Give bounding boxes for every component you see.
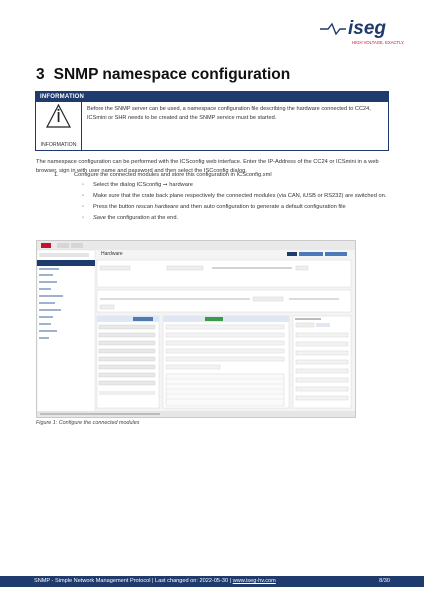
icsconfig-screenshot	[37, 241, 355, 417]
logo-tagline: HIGH VOLTAGE. EXACTLY.	[352, 40, 405, 45]
substep-text-end: the configuration at the end.	[105, 215, 179, 221]
information-header: INFORMATION	[36, 92, 388, 102]
substep-item	[82, 214, 393, 223]
substep-emphasis: Save	[93, 215, 106, 221]
figure-caption: Figure 1: Configure the connected modules	[36, 420, 140, 426]
step-text: Configure the connected modules and store this configuration in ICSconfig.xml	[74, 172, 272, 178]
page-footer	[0, 576, 424, 587]
screenshot-title: Hardware	[101, 251, 123, 257]
substep-text-end: and then auto configuration to generate a default configuration file	[178, 204, 346, 210]
circle-bullet-icon: ◦	[82, 204, 85, 210]
substep-text: Make sure that the crate back plane respectively the connected modules (via CAN, iUSB or RS232) are switched on.	[93, 193, 387, 199]
substep-text: Press the button	[93, 204, 136, 210]
circle-bullet-icon: ◦	[82, 215, 85, 221]
page-number: 8/30	[379, 578, 390, 584]
iseg-logo	[318, 14, 412, 48]
screenshot-figure	[36, 240, 356, 418]
circle-bullet-icon: ◦	[82, 182, 85, 188]
substep-item	[82, 192, 393, 201]
information-icon-label: INFORMATION	[40, 142, 77, 148]
footer-website-link[interactable]: www.iseg-hv.com	[232, 578, 276, 584]
footer-text-group	[34, 576, 276, 587]
logo-brand: iseg	[348, 18, 387, 39]
footer-text: SNMP - Simple Network Management Protocol | Last changed on: 2022-05-30 |	[34, 578, 233, 584]
section-heading	[36, 66, 290, 84]
substep-item	[82, 181, 393, 190]
info-icon	[46, 104, 71, 128]
step-number: 1.	[54, 172, 59, 178]
logo-mark	[318, 14, 412, 48]
circle-bullet-icon: ◦	[82, 193, 85, 199]
information-icon-cell	[36, 102, 82, 150]
section-title: SNMP namespace configuration	[53, 66, 291, 83]
information-text: Before the SNMP server can be used, a namespace configuration file describing the hardware connected to CC24, ICSmini or SHR needs to be created and the SNMP service must be started.	[87, 106, 371, 121]
information-box	[35, 91, 389, 151]
intro-paragraph: The namespace configuration can be performed with the ICSconfig web interface. Enter the IP-Address of the CC24 or ICSmini in a web browser, sign in with user name and password and then select the ISCconfig dialog.	[36, 159, 379, 174]
substep-item	[82, 203, 393, 212]
section-number: 3	[36, 66, 45, 83]
substep-text: Select the dialog ICSconfig ➞ hardware	[93, 182, 193, 188]
substep-emphasis: rescan hardware	[136, 204, 179, 210]
